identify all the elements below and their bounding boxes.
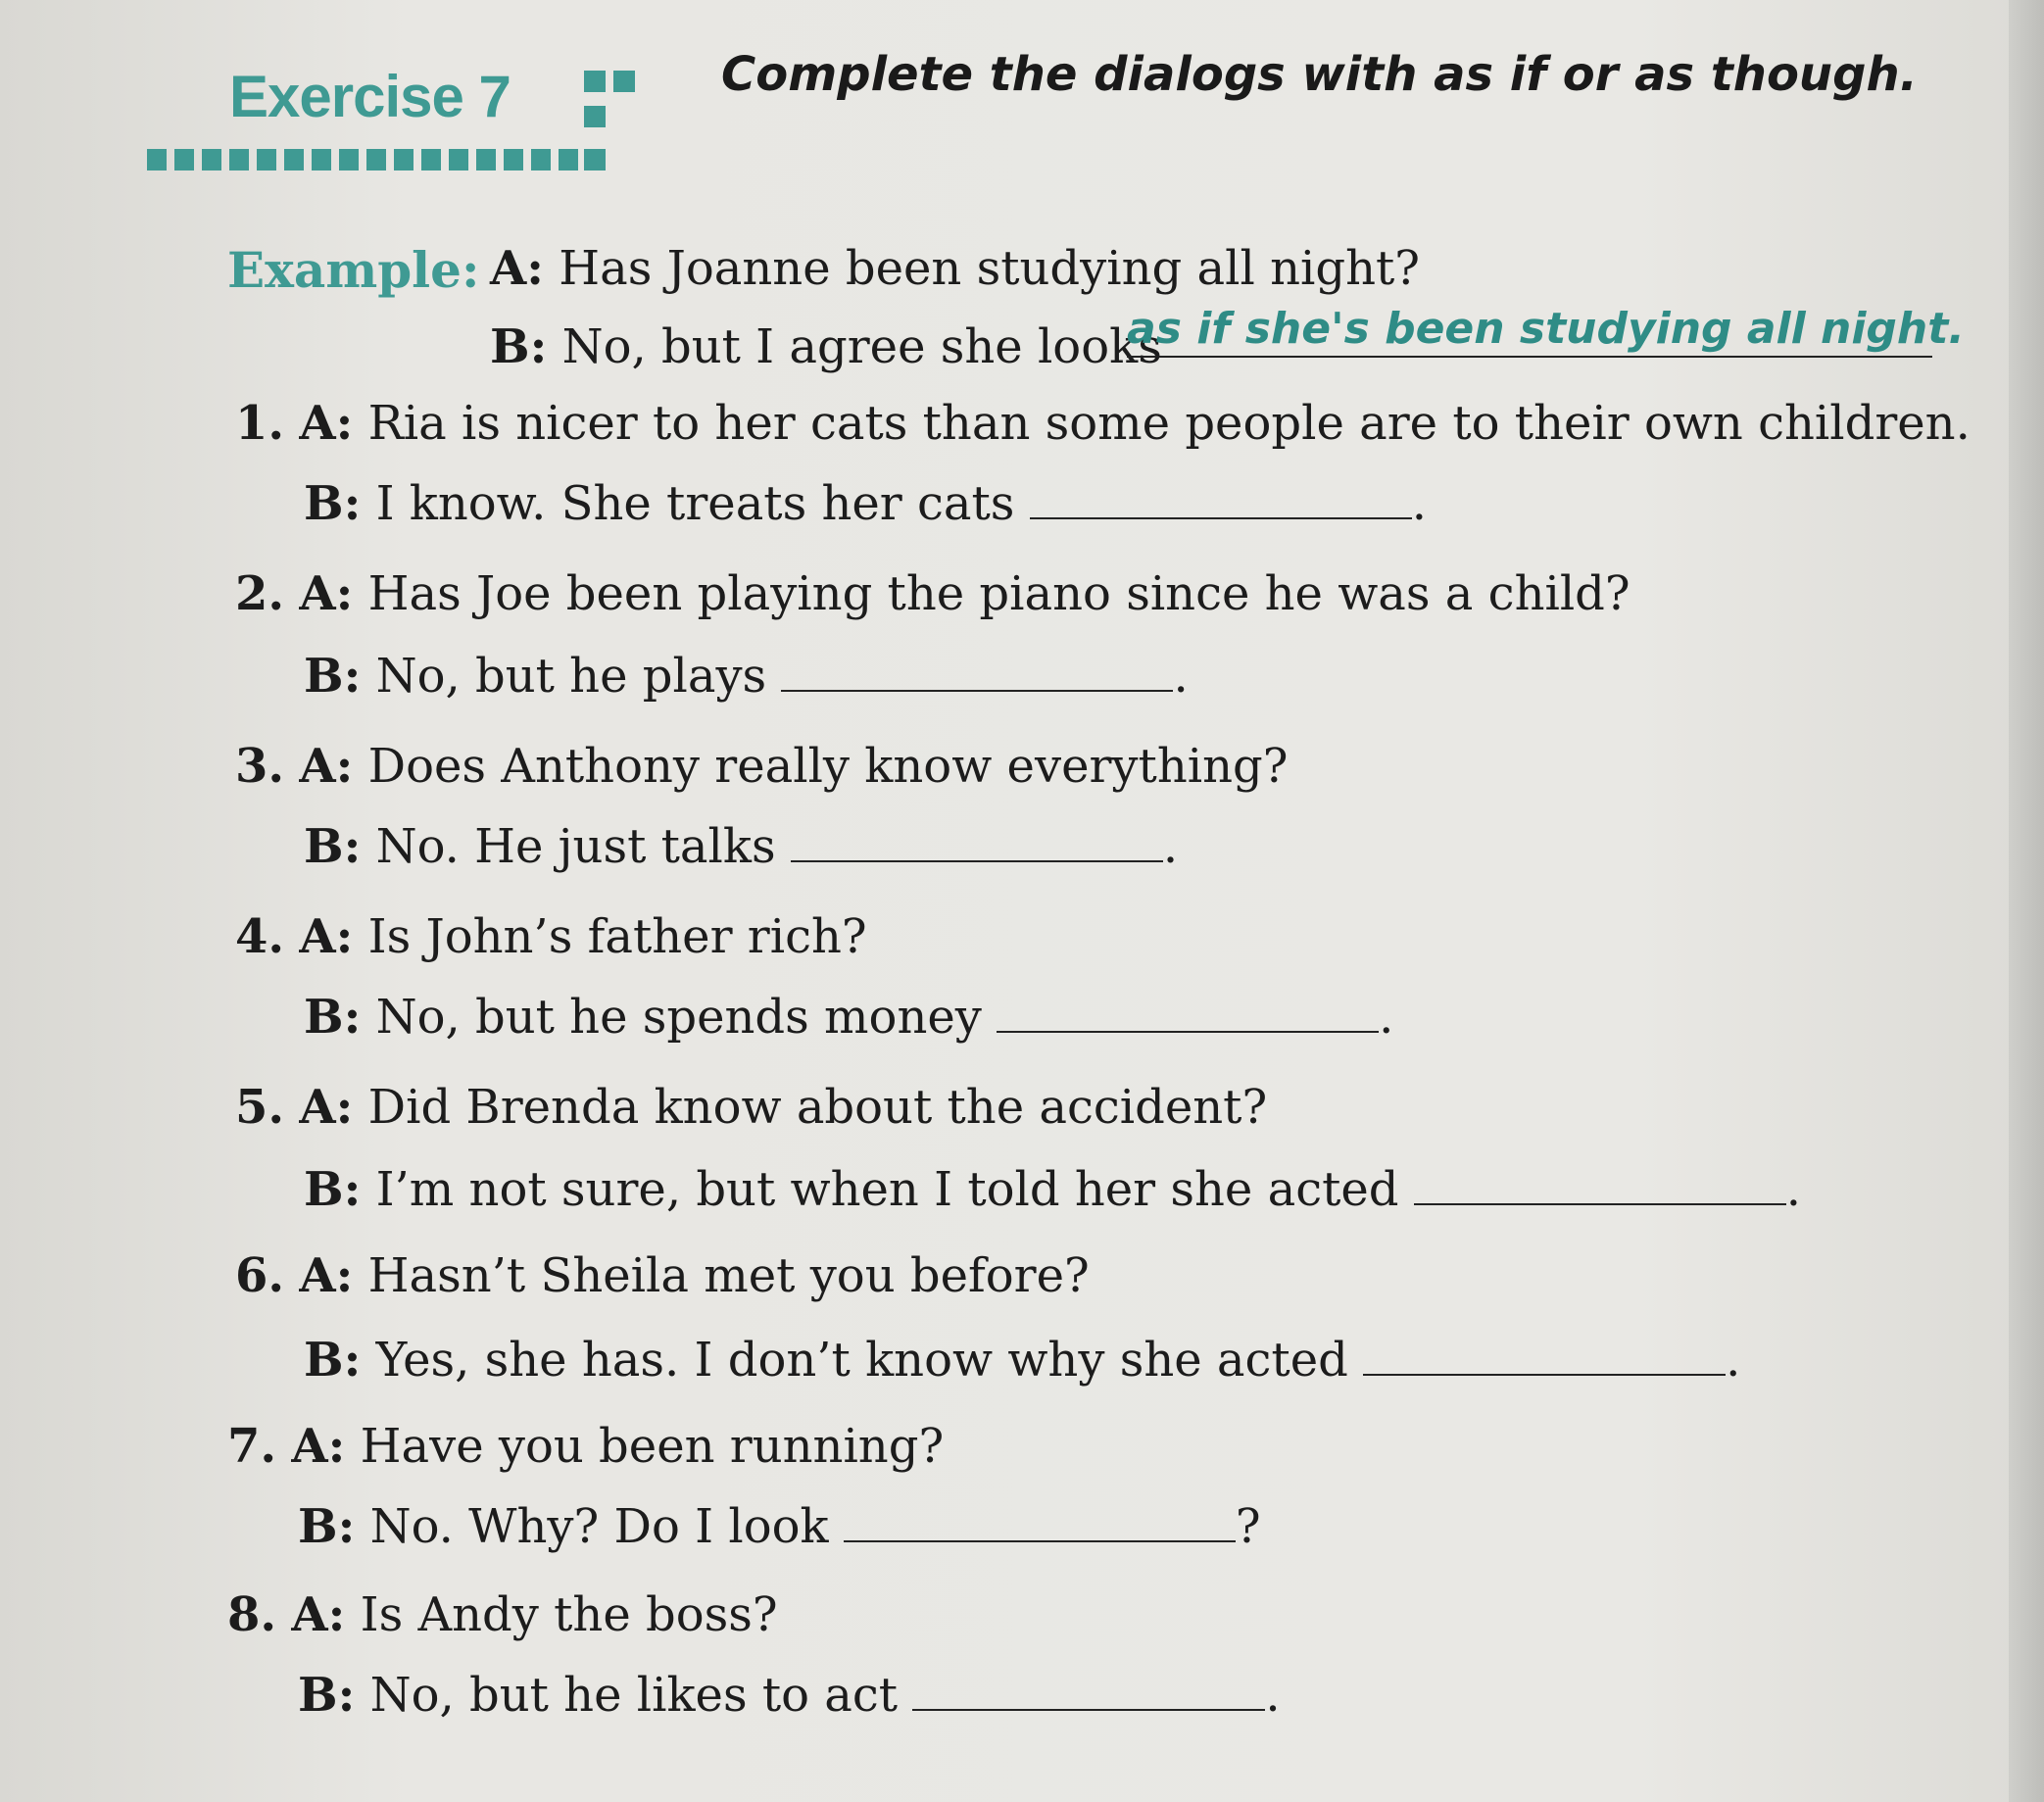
exercise-divider bbox=[147, 149, 578, 170]
example-question: Has Joanne been studying all night? bbox=[559, 241, 1420, 296]
speaker-label: B: bbox=[298, 1668, 356, 1723]
item-line-b bbox=[304, 819, 1178, 874]
item-number: 4. bbox=[235, 909, 285, 964]
speaker-label: A: bbox=[299, 1080, 354, 1135]
answer-blank[interactable] bbox=[1030, 478, 1412, 519]
item-question: Have you been running? bbox=[360, 1419, 945, 1474]
speaker-label: A: bbox=[490, 241, 544, 296]
speaker-label: A: bbox=[299, 739, 354, 794]
page-edge bbox=[2009, 0, 2044, 1802]
item-response: No. Why? Do I look bbox=[369, 1499, 829, 1554]
item-response: No. He just talks bbox=[375, 819, 776, 874]
speaker-label: A: bbox=[299, 566, 354, 621]
item-question: Is Andy the boss? bbox=[360, 1587, 778, 1642]
item-line-a bbox=[235, 739, 1288, 794]
item-line-a bbox=[235, 1080, 1267, 1135]
speaker-label: A: bbox=[291, 1419, 346, 1474]
example-response: No, but I agree she looks bbox=[561, 319, 1162, 374]
speaker-label: B: bbox=[304, 819, 362, 874]
item-line-b bbox=[298, 1499, 1261, 1554]
item-punctuation: . bbox=[1785, 1162, 1802, 1217]
item-line-b bbox=[304, 476, 1427, 531]
item-question: Ria is nicer to her cats than some people are to their own children. bbox=[367, 396, 1971, 451]
item-line-a bbox=[235, 1248, 1090, 1303]
item-punctuation: ? bbox=[1235, 1499, 1261, 1554]
item-punctuation: . bbox=[1265, 1668, 1281, 1723]
speaker-label: A: bbox=[299, 396, 354, 451]
item-response: No, but he likes to act bbox=[369, 1668, 899, 1723]
answer-blank[interactable] bbox=[997, 992, 1379, 1033]
speaker-label: B: bbox=[304, 649, 362, 704]
item-line-a bbox=[235, 909, 867, 964]
answer-blank[interactable] bbox=[791, 821, 1163, 862]
speaker-label: A: bbox=[299, 1248, 354, 1303]
item-line-b bbox=[304, 649, 1189, 704]
speaker-label: B: bbox=[298, 1499, 356, 1554]
speaker-label: B: bbox=[304, 476, 362, 531]
example-answer: as if she's been studying all night. bbox=[1127, 304, 1932, 358]
item-response: No, but he spends money bbox=[375, 990, 982, 1045]
item-number: 1. bbox=[235, 396, 285, 451]
speaker-label: B: bbox=[304, 990, 362, 1045]
item-punctuation: . bbox=[1726, 1333, 1741, 1388]
item-number: 2. bbox=[235, 566, 285, 621]
item-line-b bbox=[304, 1333, 1740, 1388]
speaker-label: A: bbox=[299, 909, 354, 964]
item-response: I know. She treats her cats bbox=[375, 476, 1015, 531]
item-question: Hasn’t Sheila met you before? bbox=[367, 1248, 1090, 1303]
item-line-a bbox=[235, 566, 1630, 621]
item-question: Does Anthony really know everything? bbox=[367, 739, 1289, 794]
answer-blank[interactable] bbox=[1363, 1335, 1726, 1376]
answer-blank[interactable] bbox=[844, 1501, 1236, 1542]
item-punctuation: . bbox=[1173, 649, 1189, 704]
item-number: 7. bbox=[227, 1419, 277, 1474]
item-line-b bbox=[304, 990, 1393, 1045]
item-number: 8. bbox=[227, 1587, 277, 1642]
item-response: I’m not sure, but when I told her she acted bbox=[375, 1162, 1399, 1217]
speaker-label: B: bbox=[490, 319, 548, 374]
item-line-a bbox=[235, 396, 1971, 451]
answer-blank[interactable] bbox=[781, 651, 1173, 692]
speaker-label: A: bbox=[291, 1587, 346, 1642]
item-punctuation: . bbox=[1379, 990, 1394, 1045]
example-line-b bbox=[490, 319, 1162, 374]
example-label: Example: bbox=[227, 241, 480, 299]
item-question: Has Joe been playing the piano since he was a child? bbox=[367, 566, 1630, 621]
answer-blank[interactable] bbox=[912, 1670, 1265, 1711]
item-punctuation: . bbox=[1162, 819, 1179, 874]
answer-blank[interactable] bbox=[1414, 1164, 1786, 1205]
example-line-a bbox=[490, 241, 1420, 296]
item-question: Did Brenda know about the accident? bbox=[367, 1080, 1268, 1135]
speaker-label: B: bbox=[304, 1333, 362, 1388]
item-punctuation: . bbox=[1411, 476, 1427, 531]
item-number: 5. bbox=[235, 1080, 285, 1135]
item-number: 3. bbox=[235, 739, 285, 794]
item-line-a bbox=[227, 1587, 778, 1642]
item-line-a bbox=[227, 1419, 944, 1474]
item-line-b bbox=[298, 1668, 1281, 1723]
speaker-label: B: bbox=[304, 1162, 362, 1217]
item-number: 6. bbox=[235, 1248, 285, 1303]
item-response: No, but he plays bbox=[375, 649, 767, 704]
exercise-title: Exercise 7 bbox=[229, 64, 511, 129]
item-response: Yes, she has. I don’t know why she acted bbox=[375, 1333, 1348, 1388]
item-question: Is John’s father rich? bbox=[367, 909, 867, 964]
exercise-instruction: Complete the dialogs with as if or as though. bbox=[721, 47, 1918, 102]
item-line-b bbox=[304, 1162, 1801, 1217]
